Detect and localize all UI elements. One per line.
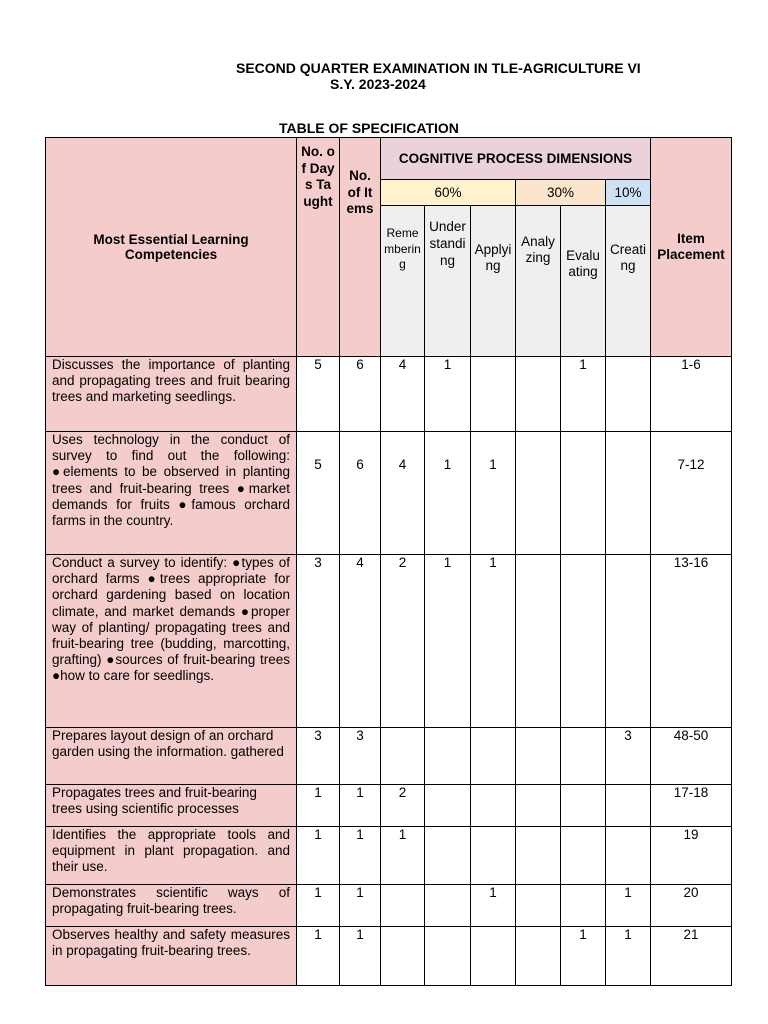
table-row xyxy=(46,357,732,432)
cognitive-process-header: COGNITIVE PROCESS DIMENSIONS xyxy=(381,138,651,180)
items-cell: 1 xyxy=(340,827,381,885)
pct-60: 60% xyxy=(381,180,516,206)
understanding-cell: 1 xyxy=(425,555,471,728)
evaluating-cell xyxy=(561,555,606,728)
creating-cell xyxy=(606,785,651,827)
school-year: S.Y. 2023-2024 xyxy=(330,76,426,92)
days-cell: 1 xyxy=(297,885,340,927)
evaluating-cell xyxy=(561,827,606,885)
days-cell: 1 xyxy=(297,927,340,986)
placement-cell: 20 xyxy=(651,885,732,927)
table-title: TABLE OF SPECIFICATION xyxy=(279,120,459,136)
evaluating-cell xyxy=(561,785,606,827)
items-cell: 6 xyxy=(340,357,381,432)
analyzing-cell xyxy=(516,357,561,432)
items-cell: 1 xyxy=(340,785,381,827)
remembering-cell: 1 xyxy=(381,827,425,885)
table-row xyxy=(46,432,732,555)
remembering-cell: 4 xyxy=(381,432,425,555)
remembering-cell: 4 xyxy=(381,357,425,432)
creating-cell: 1 xyxy=(606,885,651,927)
competency-header: Most Essential Learning Competencies xyxy=(46,138,297,357)
understanding-cell xyxy=(425,728,471,785)
items-cell: 1 xyxy=(340,885,381,927)
competency-cell: Propagates trees and fruit-bearing trees using scientific processes xyxy=(46,785,297,827)
creating-cell xyxy=(606,827,651,885)
competency-cell: Observes healthy and safety measures in propagating fruit-bearing trees. xyxy=(46,927,297,986)
analyzing-cell xyxy=(516,827,561,885)
analyzing-cell xyxy=(516,432,561,555)
competency-cell: Uses technology in the conduct of survey to find out the following: ●elements to be observed in planting trees and fruit-bearing trees ●market demands for fruits ●famous orchard farms in the country. xyxy=(46,432,297,555)
competency-cell: Demonstrates scientific ways of propagating fruit-bearing trees. xyxy=(46,885,297,927)
competency-cell: Prepares layout design of an orchard garden using the information. gathered xyxy=(46,728,297,785)
applying-cell xyxy=(471,785,516,827)
table-row xyxy=(46,728,732,785)
creating-cell: 3 xyxy=(606,728,651,785)
understanding-cell: 1 xyxy=(425,357,471,432)
analyzing-cell xyxy=(516,927,561,986)
table-row xyxy=(46,785,732,827)
placement-cell: 48-50 xyxy=(651,728,732,785)
evaluating-cell xyxy=(561,432,606,555)
remembering-cell: 2 xyxy=(381,555,425,728)
specification-table xyxy=(45,137,732,986)
days-cell: 1 xyxy=(297,827,340,885)
exam-title: SECOND QUARTER EXAMINATION IN TLE-AGRICULTURE VI xyxy=(236,60,641,76)
placement-cell: 17-18 xyxy=(651,785,732,827)
days-cell: 5 xyxy=(297,357,340,432)
applying-cell xyxy=(471,728,516,785)
understanding-cell xyxy=(425,927,471,986)
table-row xyxy=(46,555,732,728)
analyzing-cell xyxy=(516,728,561,785)
applying-header: Applying xyxy=(471,206,516,357)
items-count-header: No. of Items xyxy=(340,138,381,357)
competency-cell: Identifies the appropriate tools and equipment in plant propagation. and their use. xyxy=(46,827,297,885)
applying-cell: 1 xyxy=(471,555,516,728)
placement-cell: 1-6 xyxy=(651,357,732,432)
remembering-cell xyxy=(381,885,425,927)
evaluating-cell xyxy=(561,728,606,785)
evaluating-cell: 1 xyxy=(561,927,606,986)
remembering-cell: 2 xyxy=(381,785,425,827)
remembering-cell xyxy=(381,728,425,785)
items-cell: 4 xyxy=(340,555,381,728)
creating-cell xyxy=(606,555,651,728)
applying-cell: 1 xyxy=(471,432,516,555)
pct-10: 10% xyxy=(606,180,651,206)
analyzing-cell xyxy=(516,785,561,827)
understanding-cell xyxy=(425,885,471,927)
evaluating-header: Evaluating xyxy=(561,206,606,357)
days-cell: 3 xyxy=(297,555,340,728)
placement-cell: 13-16 xyxy=(651,555,732,728)
placement-cell: 7-12 xyxy=(651,432,732,555)
days-taught-header: No. of Days Taught xyxy=(297,138,340,357)
creating-cell: 1 xyxy=(606,927,651,986)
creating-cell xyxy=(606,432,651,555)
remembering-header: Remembering xyxy=(381,206,425,357)
competency-cell: Discusses the importance of planting and propagating trees and fruit bearing trees and marketing seedlings. xyxy=(46,357,297,432)
table-row xyxy=(46,827,732,885)
days-cell: 5 xyxy=(297,432,340,555)
items-cell: 1 xyxy=(340,927,381,986)
creating-header: Creating xyxy=(606,206,651,357)
applying-cell: 1 xyxy=(471,885,516,927)
applying-cell xyxy=(471,357,516,432)
items-cell: 3 xyxy=(340,728,381,785)
placement-cell: 21 xyxy=(651,927,732,986)
days-cell: 3 xyxy=(297,728,340,785)
applying-cell xyxy=(471,827,516,885)
competency-cell: Conduct a survey to identify: ●types of orchard farms ●trees appropriate for orchard gardening based on location climate, and market demands ●proper way of planting/ propagating trees and fruit-bearing tree (budding, marcotting, grafting) ●sources of fruit-bearing trees ●how to care for seedlings. xyxy=(46,555,297,728)
items-cell: 6 xyxy=(340,432,381,555)
pct-30: 30% xyxy=(516,180,606,206)
table-row xyxy=(46,885,732,927)
analyzing-header: Analyzing xyxy=(516,206,561,357)
analyzing-cell xyxy=(516,885,561,927)
days-cell: 1 xyxy=(297,785,340,827)
applying-cell xyxy=(471,927,516,986)
evaluating-cell xyxy=(561,885,606,927)
evaluating-cell: 1 xyxy=(561,357,606,432)
analyzing-cell xyxy=(516,555,561,728)
creating-cell xyxy=(606,357,651,432)
placement-cell: 19 xyxy=(651,827,732,885)
item-placement-header: Item Placement xyxy=(651,138,732,357)
table-row xyxy=(46,927,732,986)
understanding-cell: 1 xyxy=(425,432,471,555)
understanding-cell xyxy=(425,827,471,885)
understanding-cell xyxy=(425,785,471,827)
understanding-header: Understanding xyxy=(425,206,471,357)
remembering-cell xyxy=(381,927,425,986)
